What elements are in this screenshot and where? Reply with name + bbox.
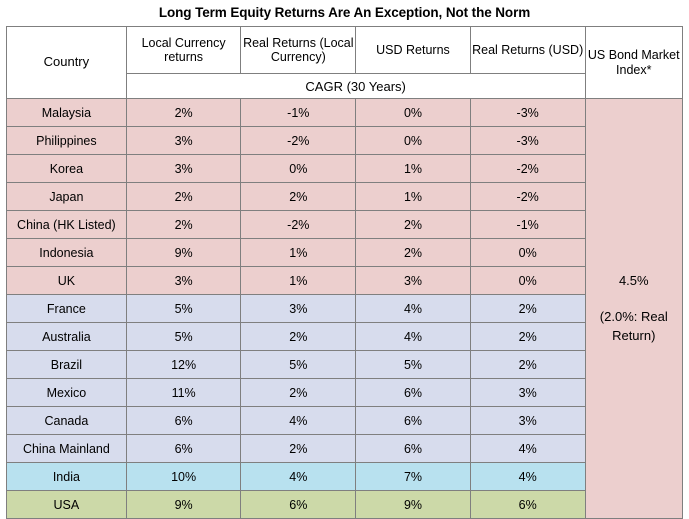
cell-country: Brazil bbox=[7, 351, 127, 379]
cell-real-usd: 2% bbox=[470, 351, 585, 379]
cell-real-usd: 4% bbox=[470, 435, 585, 463]
cell-usd: 7% bbox=[356, 463, 471, 491]
table-row bbox=[7, 351, 683, 379]
cell-real-local: -2% bbox=[241, 211, 356, 239]
table-head bbox=[7, 27, 683, 99]
column-header-us-bond-index: US Bond Market Index* bbox=[585, 27, 682, 99]
us-bond-index-note: (2.0%: Real Return) bbox=[599, 308, 668, 344]
cell-real-usd: -3% bbox=[470, 127, 585, 155]
cell-real-usd: 4% bbox=[470, 463, 585, 491]
column-header-country: Country bbox=[7, 27, 127, 99]
cell-local: 3% bbox=[126, 127, 241, 155]
cell-local: 5% bbox=[126, 295, 241, 323]
cell-real-usd: -2% bbox=[470, 183, 585, 211]
cell-usd: 9% bbox=[356, 491, 471, 519]
column-header-local-currency: Local Currency returns bbox=[126, 27, 241, 74]
cell-real-local: 6% bbox=[241, 491, 356, 519]
table-row bbox=[7, 99, 683, 127]
cell-real-local: 1% bbox=[241, 239, 356, 267]
cell-usd: 1% bbox=[356, 183, 471, 211]
cell-usd: 2% bbox=[356, 211, 471, 239]
cell-real-local: 2% bbox=[241, 323, 356, 351]
cell-country: Canada bbox=[7, 407, 127, 435]
cell-usd: 0% bbox=[356, 127, 471, 155]
cell-real-usd: 0% bbox=[470, 267, 585, 295]
table-row bbox=[7, 155, 683, 183]
cell-usd: 6% bbox=[356, 407, 471, 435]
cell-country: Australia bbox=[7, 323, 127, 351]
cell-country: India bbox=[7, 463, 127, 491]
cell-country: Indonesia bbox=[7, 239, 127, 267]
cell-local: 9% bbox=[126, 239, 241, 267]
us-bond-index-value: 4.5% bbox=[618, 273, 649, 289]
cell-local: 5% bbox=[126, 323, 241, 351]
cell-local: 6% bbox=[126, 435, 241, 463]
cell-usd: 5% bbox=[356, 351, 471, 379]
cell-country: China (HK Listed) bbox=[7, 211, 127, 239]
cell-usd: 4% bbox=[356, 295, 471, 323]
table-row bbox=[7, 323, 683, 351]
table-row bbox=[7, 491, 683, 519]
cell-usd: 6% bbox=[356, 435, 471, 463]
column-header-real-local: Real Returns (Local Currency) bbox=[241, 27, 356, 74]
cell-real-local: 2% bbox=[241, 379, 356, 407]
column-header-real-usd: Real Returns (USD) bbox=[470, 27, 585, 74]
table-body bbox=[7, 99, 683, 519]
cell-usd: 4% bbox=[356, 323, 471, 351]
returns-table bbox=[6, 26, 683, 519]
table-row bbox=[7, 435, 683, 463]
table-row bbox=[7, 267, 683, 295]
cell-real-usd: -2% bbox=[470, 155, 585, 183]
cell-real-usd: 2% bbox=[470, 323, 585, 351]
cell-usd: 1% bbox=[356, 155, 471, 183]
cell-usd: 2% bbox=[356, 239, 471, 267]
cell-local: 3% bbox=[126, 267, 241, 295]
cell-country: Japan bbox=[7, 183, 127, 211]
cell-usd: 6% bbox=[356, 379, 471, 407]
column-header-usd: USD Returns bbox=[356, 27, 471, 74]
cell-real-local: 4% bbox=[241, 463, 356, 491]
cell-real-local: 5% bbox=[241, 351, 356, 379]
cell-usd: 3% bbox=[356, 267, 471, 295]
cell-real-local: 4% bbox=[241, 407, 356, 435]
table-row bbox=[7, 295, 683, 323]
cagr-subheader: CAGR (30 Years) bbox=[126, 74, 585, 99]
table-row bbox=[7, 379, 683, 407]
cell-real-usd: 0% bbox=[470, 239, 585, 267]
cell-local: 3% bbox=[126, 155, 241, 183]
cell-local: 2% bbox=[126, 183, 241, 211]
cell-country: China Mainland bbox=[7, 435, 127, 463]
cell-real-usd: -3% bbox=[470, 99, 585, 127]
cell-real-local: 2% bbox=[241, 435, 356, 463]
header-row bbox=[7, 27, 683, 74]
page-title: Long Term Equity Returns Are An Exception, Not the Norm bbox=[158, 5, 531, 20]
cell-country: Mexico bbox=[7, 379, 127, 407]
cell-real-local: -1% bbox=[241, 99, 356, 127]
cell-real-local: -2% bbox=[241, 127, 356, 155]
cell-real-usd: 3% bbox=[470, 379, 585, 407]
cell-country: Malaysia bbox=[7, 99, 127, 127]
cell-local: 2% bbox=[126, 211, 241, 239]
table-row bbox=[7, 211, 683, 239]
cell-country: Philippines bbox=[7, 127, 127, 155]
cell-local: 2% bbox=[126, 99, 241, 127]
cell-real-local: 1% bbox=[241, 267, 356, 295]
cell-real-usd: 6% bbox=[470, 491, 585, 519]
cell-real-usd: 2% bbox=[470, 295, 585, 323]
cell-country: Korea bbox=[7, 155, 127, 183]
cell-country: France bbox=[7, 295, 127, 323]
table-row bbox=[7, 407, 683, 435]
table-row bbox=[7, 183, 683, 211]
cell-real-local: 3% bbox=[241, 295, 356, 323]
us-bond-index-cell bbox=[585, 99, 682, 519]
cell-real-local: 2% bbox=[241, 183, 356, 211]
cell-real-usd: 3% bbox=[470, 407, 585, 435]
cell-local: 12% bbox=[126, 351, 241, 379]
cell-local: 9% bbox=[126, 491, 241, 519]
table-row bbox=[7, 239, 683, 267]
cell-country: UK bbox=[7, 267, 127, 295]
table-row bbox=[7, 127, 683, 155]
cell-country: USA bbox=[7, 491, 127, 519]
cell-usd: 0% bbox=[356, 99, 471, 127]
cell-local: 11% bbox=[126, 379, 241, 407]
cell-real-local: 0% bbox=[241, 155, 356, 183]
cell-local: 6% bbox=[126, 407, 241, 435]
cell-real-usd: -1% bbox=[470, 211, 585, 239]
cell-local: 10% bbox=[126, 463, 241, 491]
table-row bbox=[7, 463, 683, 491]
